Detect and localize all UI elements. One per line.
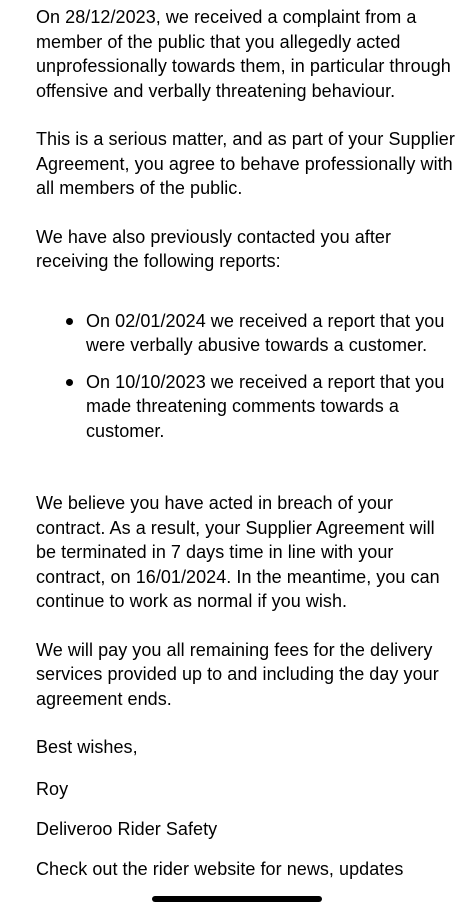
- supplier-agreement-paragraph: This is a serious matter, and as part of your Supplier Agreement, you agree to behave professionally with all members of the public.: [36, 129, 455, 198]
- report-text: On 02/01/2024 we received a report that you were verbally abusive towards a customer.: [86, 310, 445, 355]
- list-item: [36, 309, 446, 358]
- report-text: On 10/10/2023 we received a report that you made threatening comments towards a customer.: [86, 371, 445, 441]
- reports-list: [36, 309, 456, 444]
- signer-team: Deliveroo Rider Safety: [36, 819, 218, 839]
- complaint-paragraph: On 28/12/2023, we received a complaint from a member of the public that you allegedly acted unprofessionally towards them, in particular through offensive and verbally threatening behaviour.: [36, 7, 451, 101]
- previous-reports-intro: We have also previously contacted you after receiving the following reports:: [36, 226, 392, 271]
- sign-off: Best wishes,: [36, 737, 138, 757]
- footer-partial-text[interactable]: Check out the rider website for news, updates: [36, 858, 404, 879]
- bullet-icon: [66, 318, 73, 325]
- bullet-icon: [66, 379, 73, 386]
- signer-name: Roy: [36, 778, 69, 799]
- email-body: [36, 0, 456, 881]
- fees-paragraph: We will pay you all remaining fees for the delivery services provided up to and including the day your agreement ends.: [36, 639, 439, 709]
- list-item: [36, 370, 446, 444]
- home-indicator[interactable]: [152, 896, 322, 902]
- termination-paragraph: We believe you have acted in breach of your contract. As a result, your Supplier Agreement will be terminated in 7 days time in line with your contract, on 16/01/2024. In the meantime, you can continue to work as normal if you wish.: [36, 493, 440, 611]
